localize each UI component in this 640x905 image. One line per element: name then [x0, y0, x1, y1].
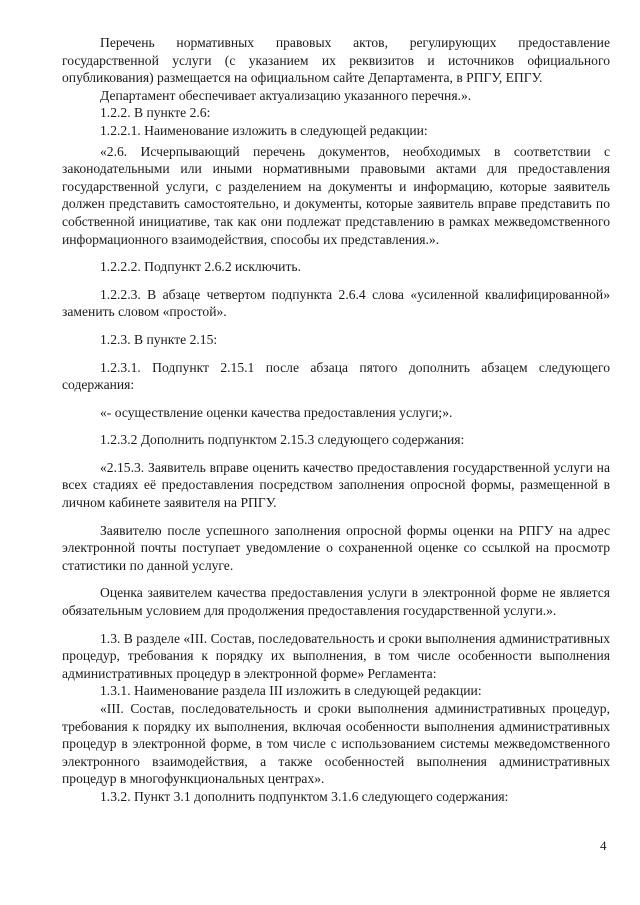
document-body	[62, 34, 610, 806]
paragraph-2-15-3-quote: «2.15.3. Заявитель вправе оценить качество предоставления государственной услуги на всех стадиях её предоставления посредством заполнения опросной формы, размещенной в личном кабинете заявителя на РПГУ.	[62, 459, 610, 511]
paragraph-1-2-2-1: 1.2.2.1. Наименование изложить в следующей редакции:	[100, 122, 428, 138]
paragraph-1-3-1: 1.3.1. Наименование раздела III изложить в следующей редакции:	[100, 683, 482, 699]
paragraph-section-iii-title-quote: «III. Состав, последовательность и сроки выполнения административных процедур, требования к порядку их выполнения, включая особенности выполнения административных процедур в электронной форме, в том числе с использованием системы межведомственного электронного взаимодействия, а также особенностей выполнения административных процедур в многофункциональных центрах».	[62, 701, 610, 787]
paragraph-email-notification: Заявителю после успешного заполнения опросной формы оценки на РПГУ на адрес электронной почты поступает уведомление о сохраненной оценке со ссылкой на просмотр статистики по данной услуге.	[62, 522, 610, 573]
page-number: 4	[600, 838, 607, 853]
paragraph-1-2-2-2: 1.2.2.2. Подпункт 2.6.2 исключить.	[100, 259, 301, 275]
paragraph-1-2-2: 1.2.2. В пункте 2.6:	[100, 105, 211, 121]
paragraph-1-2-3: 1.2.3. В пункте 2.15:	[100, 331, 218, 347]
paragraph-1-2-3-1: 1.2.3.1. Подпункт 2.15.1 после абзаца пятого дополнить абзацем следующего содержания:	[62, 359, 610, 393]
paragraph-department-updates: Департамент обеспечивает актуализацию указанного перечня.».	[100, 87, 472, 103]
paragraph-1-2-3-2: 1.2.3.2 Дополнить подпунктом 2.15.3 следующего содержания:	[100, 432, 465, 448]
paragraph-1-3-2: 1.3.2. Пункт 3.1 дополнить подпунктом 3.1.6 следующего содержания:	[100, 788, 509, 804]
paragraph-2-6-quote: «2.6. Исчерпывающий перечень документов, необходимых в соответствии с законодательными или иными нормативными правовыми актами для предоставления государственной услуги, с разделением на документы и информацию, которые заявитель должен представить самостоятельно, и документы, которые заявитель вправе представить по собственной инициативе, так как они подлежат представлению в рамках межведомственного информационного взаимодействия, способы их представления.».	[62, 143, 610, 247]
paragraph-normative-acts-list: Перечень нормативных правовых актов, регулирующих предоставление государственной услуги (с указанием их реквизитов и источников официального опубликования) размещается на официальном сайте Департамента, в РПГУ, ЕПГУ.	[62, 35, 610, 86]
paragraph-assessment-not-mandatory: Оценка заявителем качества предоставления услуги в электронной форме не является обязательным условием для продолжения предоставления государственной услуги.».	[62, 585, 610, 619]
paragraph-1-3: 1.3. В разделе «III. Состав, последовательность и сроки выполнения административных процедур, требования к порядку их выполнения, в том числе особенности выполнения административных процедур в электронной форме» Регламента:	[62, 630, 610, 681]
paragraph-1-2-2-3: 1.2.2.3. В абзаце четвертом подпункта 2.6.4 слова «усиленной квалифицированной» заменить словом «простой».	[62, 286, 610, 320]
paragraph-quality-assessment-item: «- осуществление оценки качества предоставления услуги;».	[100, 404, 453, 420]
